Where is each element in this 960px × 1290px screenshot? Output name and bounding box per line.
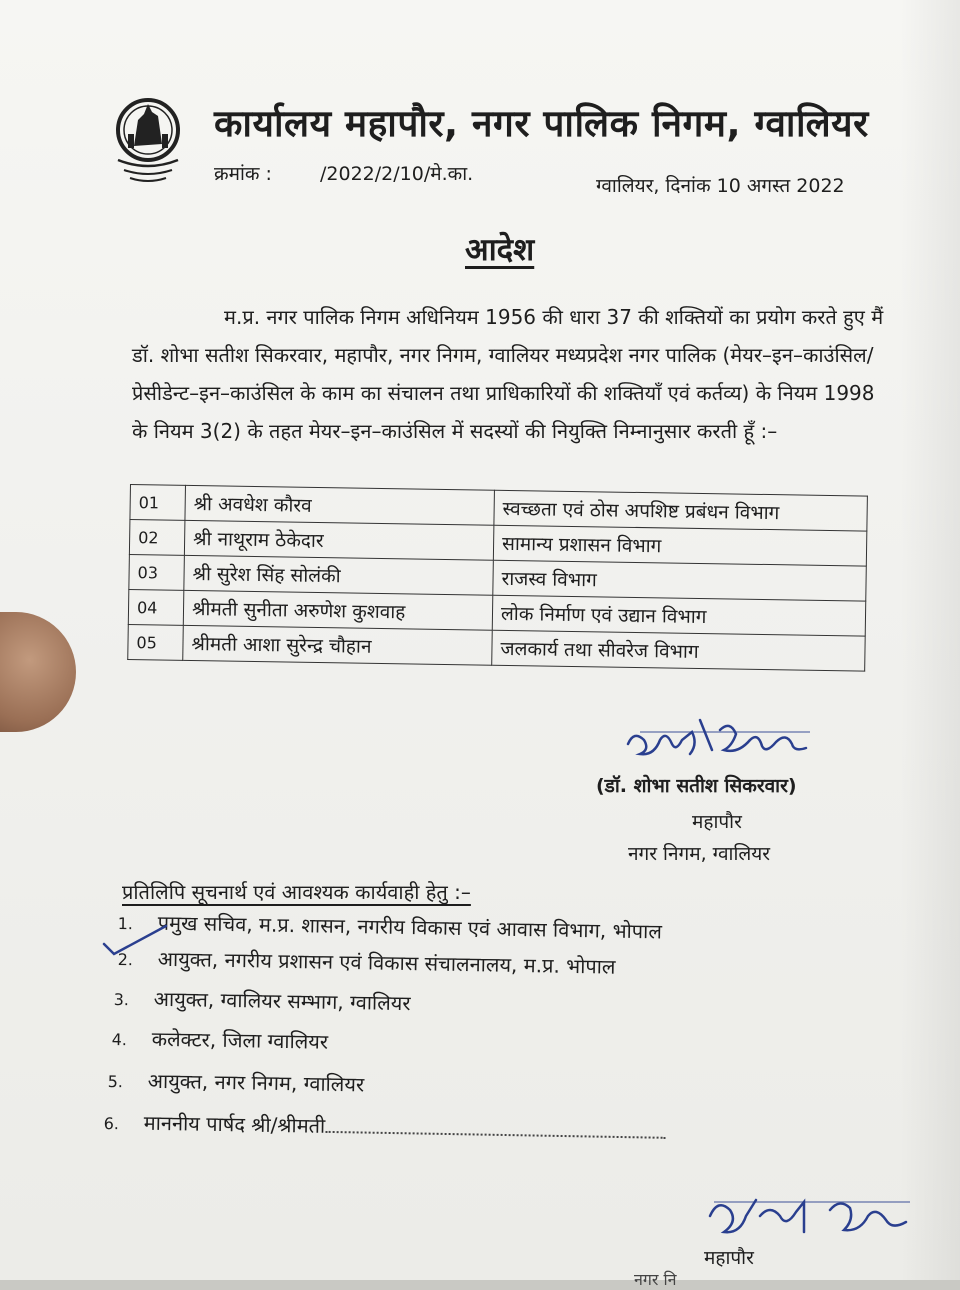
order-title: आदेश bbox=[465, 232, 535, 268]
department-cell: सामान्य प्रशासन विभाग bbox=[493, 525, 867, 566]
serial-cell: 04 bbox=[128, 589, 184, 625]
reference-label: क्रमांक : bbox=[214, 163, 272, 185]
serial-cell: 02 bbox=[129, 520, 185, 556]
list-text: आयुक्त, नगरीय प्रशासन एवं विकास संचालनालय, म.प्र. भोपाल bbox=[157, 946, 616, 979]
serial-cell: 01 bbox=[130, 485, 186, 521]
reference-number: /2022/2/10/मे.का. bbox=[320, 163, 474, 185]
signatory-office: नगर निगम, ग्वालियर bbox=[628, 843, 771, 865]
page-shadow bbox=[900, 0, 960, 1280]
list-number: 2. bbox=[117, 949, 134, 970]
list-item bbox=[114, 984, 411, 1016]
signatory-designation: महापौर bbox=[692, 811, 742, 833]
list-number: 3. bbox=[113, 989, 130, 1010]
list-number: 5. bbox=[107, 1071, 124, 1092]
list-number: 1. bbox=[117, 913, 134, 934]
members-table bbox=[127, 484, 868, 672]
member-name-cell: श्री नाथूराम ठेकेदार bbox=[184, 520, 494, 560]
municipal-emblem-icon bbox=[108, 86, 188, 186]
list-item bbox=[108, 1066, 365, 1097]
signatory-name: (डॉ. शोभा सतीश सिकरवार) bbox=[596, 775, 797, 797]
member-name-cell: श्री सुरेश सिंह सोलंकी bbox=[184, 555, 494, 595]
list-text: प्रमुख सचिव, म.प्र. शासन, नगरीय विकास एवं आवास विभाग, भोपाल bbox=[157, 910, 663, 944]
list-text: कलेक्टर, जिला ग्वालियर bbox=[151, 1026, 329, 1054]
member-name-cell: श्री अवधेश कौरव bbox=[185, 485, 495, 525]
blank-fill-line bbox=[325, 1117, 665, 1139]
mayor-signature bbox=[620, 710, 820, 770]
footer-designation: महापौर bbox=[704, 1247, 754, 1269]
list-text: आयुक्त, नगर निगम, ग्वालियर bbox=[147, 1068, 365, 1097]
member-name-cell: श्रीमती आशा सुरेन्द्र चौहान bbox=[183, 625, 493, 665]
copy-heading: प्रतिलिपि सूचनार्थ एवं आवश्यक कार्यवाही हेतु :– bbox=[122, 880, 471, 904]
serial-cell: 03 bbox=[129, 554, 185, 590]
footer-cut-text: नगर नि bbox=[634, 1270, 677, 1289]
checkmark-icon bbox=[100, 922, 170, 962]
list-text: माननीय पार्षद श्री/श्रीमती bbox=[143, 1110, 326, 1138]
order-paragraph-text: म.प्र. नगर पालिक निगम अधिनियम 1956 की धारा 37 की शक्तियों का प्रयोग करते हुए मैं डॉ. शोभा सतीश सिकरवार, महापौर, नगर निगम, ग्वालियर मध्यप्रदेश नगर पालिक (मेयर–इन–काउंसिल/प्रेसीडेन्ट–इन–काउंसिल के काम का संचालन तथा प्राधिकारियों की शक्तियाँ एवं कर्तव्य) के नियम 1998 के नियम 3(2) के तहत मेयर–इन–काउंसिल में सदस्यों की नियुक्ति निम्नानुसार करती हूँ :– bbox=[132, 305, 884, 443]
department-cell: जलकार्य तथा सीवरेज विभाग bbox=[492, 630, 866, 671]
order-paragraph bbox=[132, 298, 894, 450]
list-item bbox=[112, 1024, 329, 1055]
member-name-cell: श्रीमती सुनीता अरुणेश कुशवाह bbox=[183, 590, 493, 630]
serial-cell: 05 bbox=[128, 624, 184, 660]
office-title: कार्यालय महापौर, नगर पालिक निगम, ग्वालियर bbox=[214, 102, 869, 145]
department-cell: राजस्व विभाग bbox=[493, 560, 867, 601]
place-date: ग्वालियर, दिनांक 10 अगस्त 2022 bbox=[596, 175, 845, 197]
department-cell: स्वच्छता एवं ठोस अपशिष्ट प्रबंधन विभाग bbox=[494, 490, 868, 531]
list-number: 6. bbox=[103, 1113, 120, 1134]
department-cell: लोक निर्माण एवं उद्यान विभाग bbox=[492, 595, 866, 636]
list-number: 4. bbox=[111, 1029, 128, 1050]
list-text: आयुक्त, ग्वालियर सम्भाग, ग्वालियर bbox=[153, 986, 411, 1016]
